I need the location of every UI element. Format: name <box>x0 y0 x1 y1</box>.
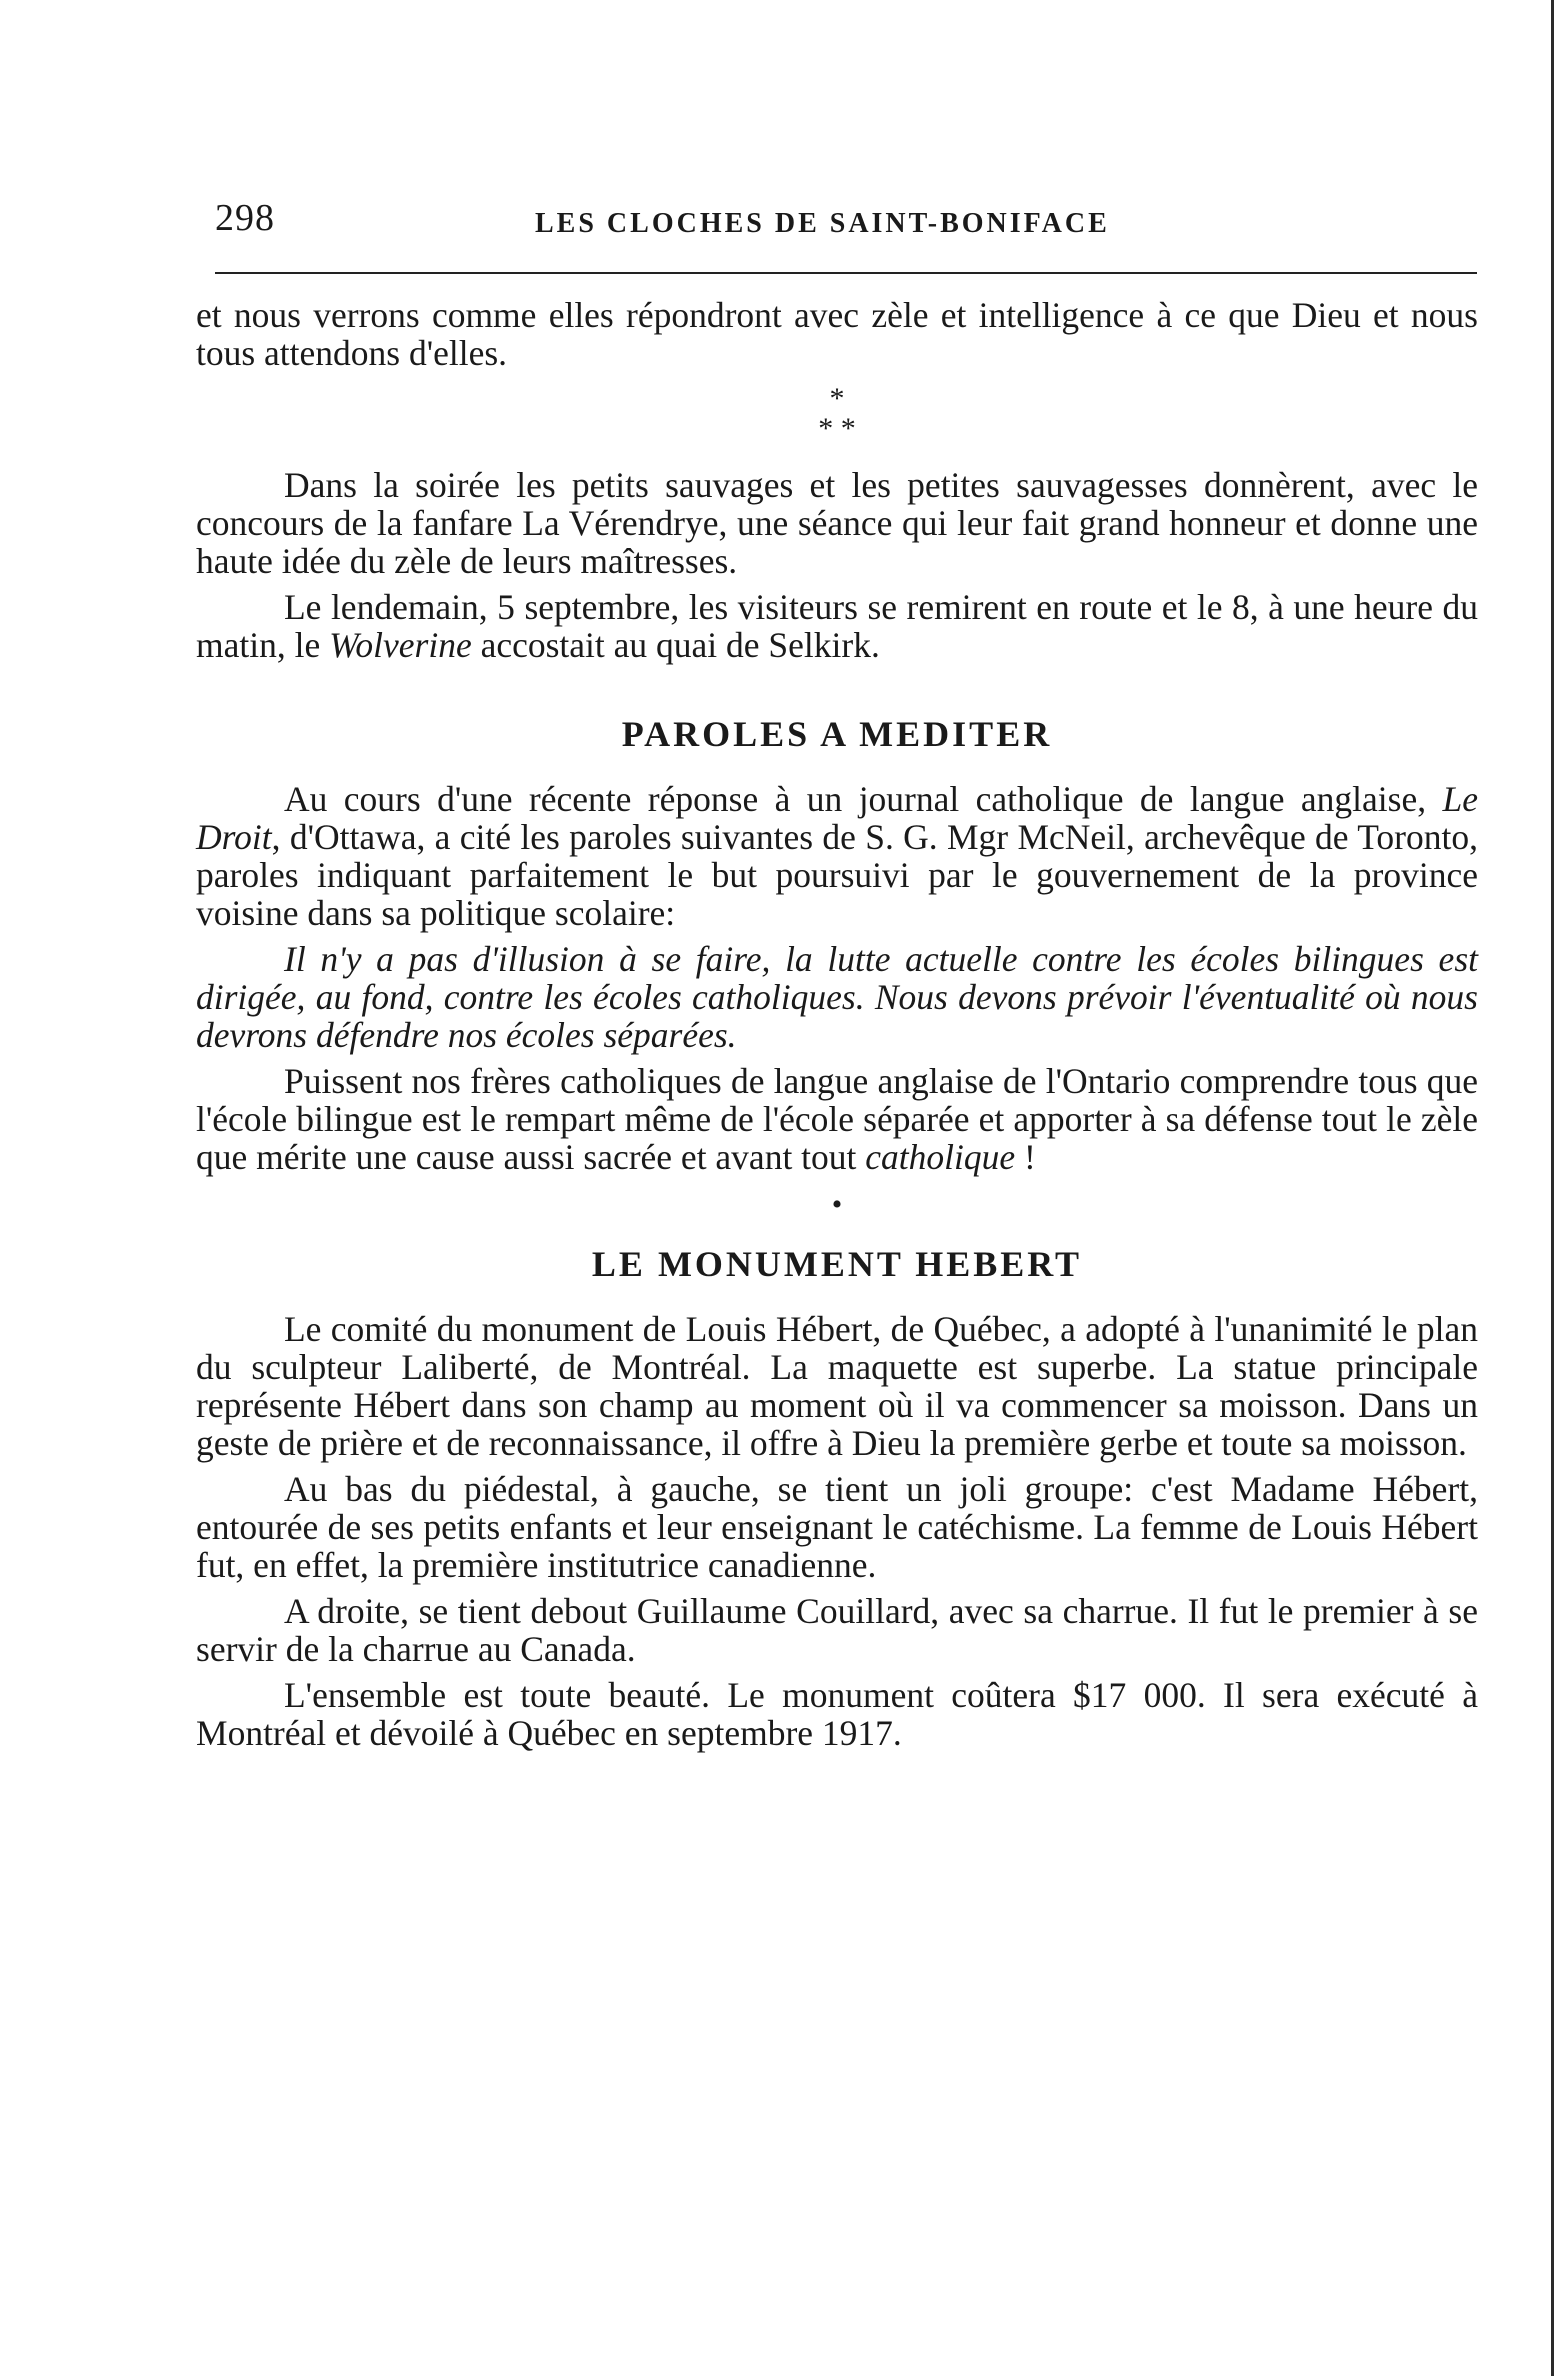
paragraph-ontario <box>196 1062 1478 1176</box>
body-text <box>196 296 1478 1760</box>
paragraph-ontario-text-2: ! <box>1015 1137 1036 1177</box>
paragraph-ontario-text-1: Puissent nos frères catholiques de langue anglaise de l'Ontario comprendre tous que l'école bilingue est le rempart même de l'école séparée et apporter à sa défense tout le zèle que mérite une cause aussi sacrée et avant tout <box>196 1061 1478 1177</box>
paragraph-monument-4: L'ensemble est toute beauté. Le monument coûtera $17 000. Il sera exécuté à Montréal et dévoilé à Québec en septembre 1917. <box>196 1675 1478 1753</box>
paragraph-paroles-text-2: , d'Ottawa, a cité les paroles suivantes de S. G. Mgr McNeil, archevêque de Toronto, paroles indiquant parfaitement le but poursuivi par le gouvernement de la province voisine dans sa politique scolaire: <box>196 817 1478 933</box>
emphasis-catholique: catholique <box>865 1137 1016 1177</box>
paragraph-monument-3: A droite, se tient debout Guillaume Couillard, avec sa charrue. Il fut le premier à se servir de la charrue au Canada. <box>196 1591 1478 1669</box>
paragraph-paroles-text-1: Au cours d'une récente réponse à un journal catholique de langue anglaise, <box>284 779 1443 819</box>
separator-dot: • <box>831 1188 843 1221</box>
paragraph-lendemain-text-1: Le lendemain, 5 septembre, les visiteurs se remirent en route et le 8, à une heure du matin, le <box>196 587 1478 665</box>
paragraph-lendemain-text-2: accostait au quai de Selkirk. <box>471 625 880 665</box>
asterism-bottom: * * <box>818 412 856 445</box>
paragraph-monument-2: Au bas du piédestal, à gauche, se tient un joli groupe: c'est Madame Hébert, entourée de ses petits enfants et leur enseignant le catéchisme. La femme de Louis Hébert fut, en effet, la première institutrice canadienne. <box>196 1469 1478 1585</box>
asterism-ornament <box>196 384 1478 444</box>
page-header <box>215 196 1477 256</box>
header-rule <box>215 272 1477 274</box>
newspaper-name: Le Droit <box>196 779 1478 857</box>
paragraph-lendemain <box>196 588 1478 664</box>
running-head: LES CLOCHES DE SAINT-BONIFACE <box>535 208 1110 239</box>
paragraph-monument-1: Le comité du monument de Louis Hébert, de Québec, a adopté à l'unanimité le plan du sculpteur Laliberté, de Montréal. La maquette est superbe. La statue principale représente Hébert dans son champ au moment où il va commencer sa moisson. Dans un geste de prière et de reconnaissance, il offre à Dieu la première gerbe et toute sa moisson. <box>196 1309 1478 1463</box>
ship-name: Wolverine <box>329 625 472 665</box>
asterism-top: * <box>829 382 845 415</box>
paragraph-soiree: Dans la soirée les petits sauvages et les petites sauvagesses donnèrent, avec le concours de la fanfare La Vérendrye, une séance qui leur fait grand honneur et donne une haute idée du zèle de leurs maîtresses. <box>196 465 1478 581</box>
page-number: 298 <box>215 197 275 239</box>
quote-mcneil: Il n'y a pas d'illusion à se faire, la lutte actuelle contre les écoles bilingues est dirigée, au fond, contre les écoles catholiques. Nous devons prévoir l'éventualité où nous devrons défendre nos écoles séparées. <box>196 939 1478 1055</box>
paragraph-paroles-intro <box>196 780 1478 932</box>
paragraph-continuation: et nous verrons comme elles répondront avec zèle et intelligence à ce que Dieu et nous tous attendons d'elles. <box>196 295 1478 373</box>
section-title-monument: LE MONUMENT HEBERT <box>591 1244 1083 1284</box>
section-title-paroles: PAROLES A MEDITER <box>621 714 1053 754</box>
